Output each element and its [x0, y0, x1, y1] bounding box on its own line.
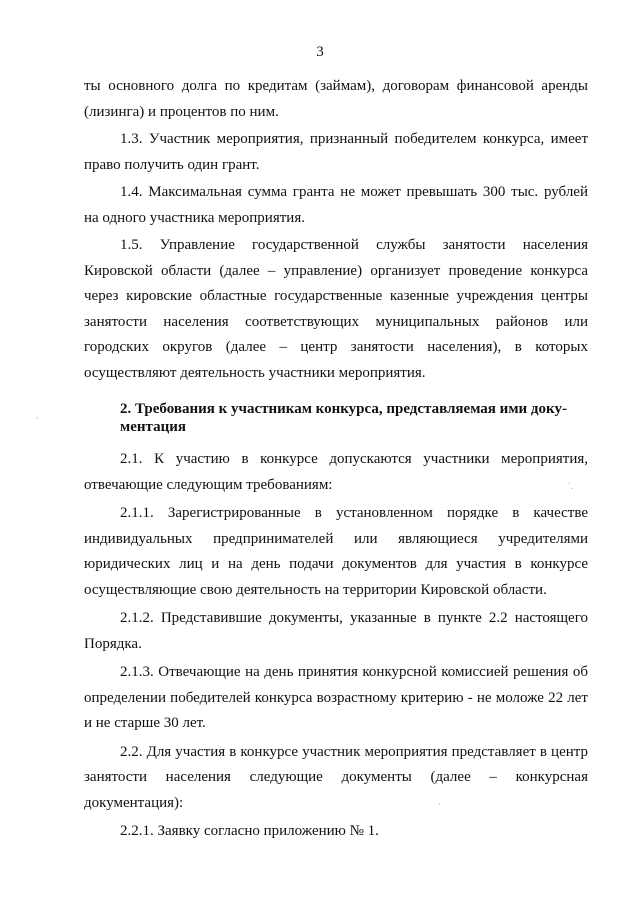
- paragraph-2-1-2: 2.1.2. Представившие документы, указанные в пункте 2.2 настоящего Порядка.: [84, 610, 588, 652]
- paragraph-2-2-rest: документация):: [84, 794, 184, 811]
- section-heading-2-line1: 2. Требования к участникам конкурса, представляемая ими доку-: [120, 401, 567, 417]
- paragraph-2-1-1-line1: 2.1.1. Зарегистрированные в установленном порядке в качестве: [120, 505, 588, 521]
- paragraph-1-3: 1.3. Участник мероприятия, признанный победителем конкурса, имеет право получить один грант.: [84, 131, 588, 173]
- section-heading-2-line2: ментация: [120, 419, 186, 435]
- scan-speck: ˙.: [567, 482, 574, 491]
- paragraph-2-1-3: 2.1.3. Отвечающие на день принятия конкурсной комиссией решения об определении победителей конкурса возрастному критерию - не моложе 22 лет и не старше 30 лет.: [84, 664, 588, 731]
- paragraph-2-1-1-rest: юридических лиц и на день подачи документов для участия в конкурсе осуществляющие свою деятельность на территории Кировской области.: [84, 556, 588, 598]
- paragraph-2-1-1-line2: индивидуальных предпринимателей или являющиеся учредителями: [84, 530, 588, 547]
- section-heading-2: [84, 400, 588, 436]
- paragraph-2-1: 2.1. К участию в конкурсе допускаются участники мероприятия, отвечающие следующим требованиям:: [84, 451, 588, 493]
- scan-speck: ·: [36, 414, 39, 423]
- paragraph-continuation: ты основного долга по кредитам (займам), договорам финансовой аренды (лизинга) и процентов по ним.: [84, 78, 588, 120]
- page-number: 3: [316, 44, 324, 60]
- paragraph-2-2-line2: занятости населения следующие документы (далее – конкурсная: [84, 769, 588, 785]
- paragraph-2-2-1: 2.2.1. Заявку согласно приложению № 1.: [120, 823, 379, 839]
- document-body: [84, 74, 588, 845]
- paragraph-1-4: 1.4. Максимальная сумма гранта не может превышать 300 тыс. рублей на одного участника мероприятия.: [84, 184, 588, 226]
- paragraph-2-1-1: [84, 501, 588, 603]
- paragraph-2-2: [84, 740, 588, 817]
- paragraph-1-5: 1.5. Управление государственной службы занятости населения Кировской области (далее – управление) организует проведение конкурса через кировские областные государственные казенные учреждения центры занятости населения соответствующих муниципальных районов или городских округов (далее – центр занятости населения), в которых осуществляют деятельность участники мероприятия.: [84, 237, 588, 381]
- scan-speck: ·: [438, 800, 441, 809]
- paragraph-2-2-line1: 2.2. Для участия в конкурсе участник мероприятия представляет в центр: [120, 743, 588, 760]
